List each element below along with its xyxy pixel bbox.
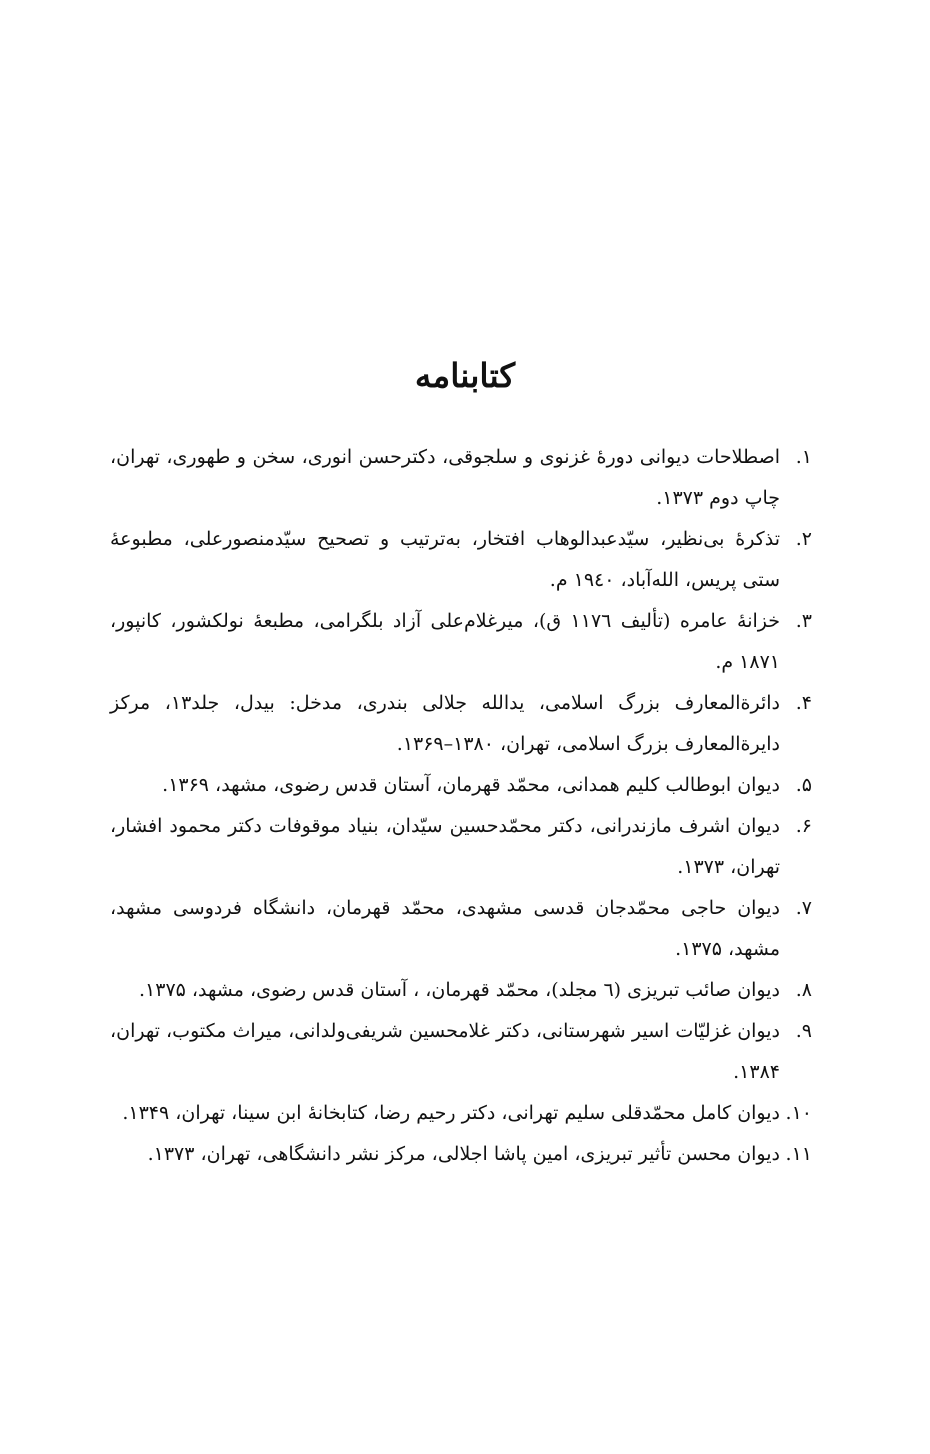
entry-text: دائرةالمعارف بزرگ اسلامی، یدالله جلالی بندری، مدخل: بیدل، جلد۱۳، مرکز دایرةالمعارف بزرگ اسلامی، تهران، ۱۳۸۰–۱۳۶۹. [110,692,780,755]
entry-text: دیوان حاجی محمّدجان قدسی مشهدی، محمّد قهرمان، دانشگاه فردوسی مشهد، مشهد، ۱۳۷۵. [110,897,780,960]
bibliography-entry [110,1093,812,1134]
entry-text: دیوان ابوطالب کلیم همدانی، محمّد قهرمان، آستان قدس رضوی، مشهد، ۱۳۶۹. [162,774,780,796]
entry-text: دیوان محسن تأثیر تبریزی، امین پاشا اجلالی، مرکز نشر دانشگاهی، تهران، ۱۳۷۳. [147,1143,780,1165]
bibliography-entry [110,519,812,601]
entry-text: دیوان غزلیّات اسیر شهرستانی، دکتر غلامحسین شریفی‌ولدانی، میراث مکتوب، تهران، ۱۳۸۴. [110,1020,780,1083]
entry-text: خزانهٔ عامره (تألیف ١١٧٦ ق)، میرغلام‌علی آزاد بلگرامی، مطبعهٔ نولکشور، کانپور، ۱۸۷۱ م. [110,610,780,673]
entry-text: دیوان کامل محمّدقلی سلیم تهرانی، دکتر رحیم رضا، کتابخانهٔ ابن سینا، تهران، ۱۳۴۹. [122,1102,780,1124]
bibliography-list [110,437,812,1175]
entry-number: ۷. [795,897,812,919]
entry-number: ۵. [795,774,812,796]
entry-number: ۱. [795,446,812,468]
entry-number: ۳. [795,610,812,632]
bibliography-entry [110,765,812,806]
entry-text: اصطلاحات دیوانی دورهٔ غزنوی و سلجوقی، دکترحسن انوری، سخن و طهوری، تهران، چاپ دوم ۱۳۷۳. [110,446,780,509]
entry-number: ۲. [795,528,812,550]
bibliography-entry [110,437,812,519]
entry-number: ۴. [795,692,812,714]
bibliography-entry [110,1134,812,1175]
bibliography-entry [110,601,812,683]
bibliography-entry [110,1011,812,1093]
entry-text: دیوان صائب تبریزی (٦ مجلد)، محمّد قهرمان، ، آستان قدس رضوی، مشهد، ۱۳۷۵. [139,979,780,1001]
entry-number: ۱۱. [785,1143,812,1165]
bibliography-entry [110,970,812,1011]
entry-text: تذکرهٔ بی‌نظیر، سیّدعبدالوهاب افتخار، به‌ترتیب و تصحیح سیّدمنصورعلی، مطبوعهٔ ستی پریس، الله‌آباد، ۱۹٤۰ م. [110,528,780,591]
entry-text: دیوان اشرف مازندرانی، دکتر محمّدحسین سیّدان، بنیاد موقوفات دکتر محمود افشار، تهران، ۱۳۷۳. [110,815,780,878]
entry-number: ۱۰. [785,1102,812,1124]
entry-number: ۶. [795,815,812,837]
entry-number: ۹. [795,1020,812,1042]
page-title: کتابنامه [414,356,516,395]
entry-number: ۸. [795,979,812,1001]
bibliography-entry [110,683,812,765]
bibliography-entry [110,888,812,970]
bibliography-entry [110,806,812,888]
